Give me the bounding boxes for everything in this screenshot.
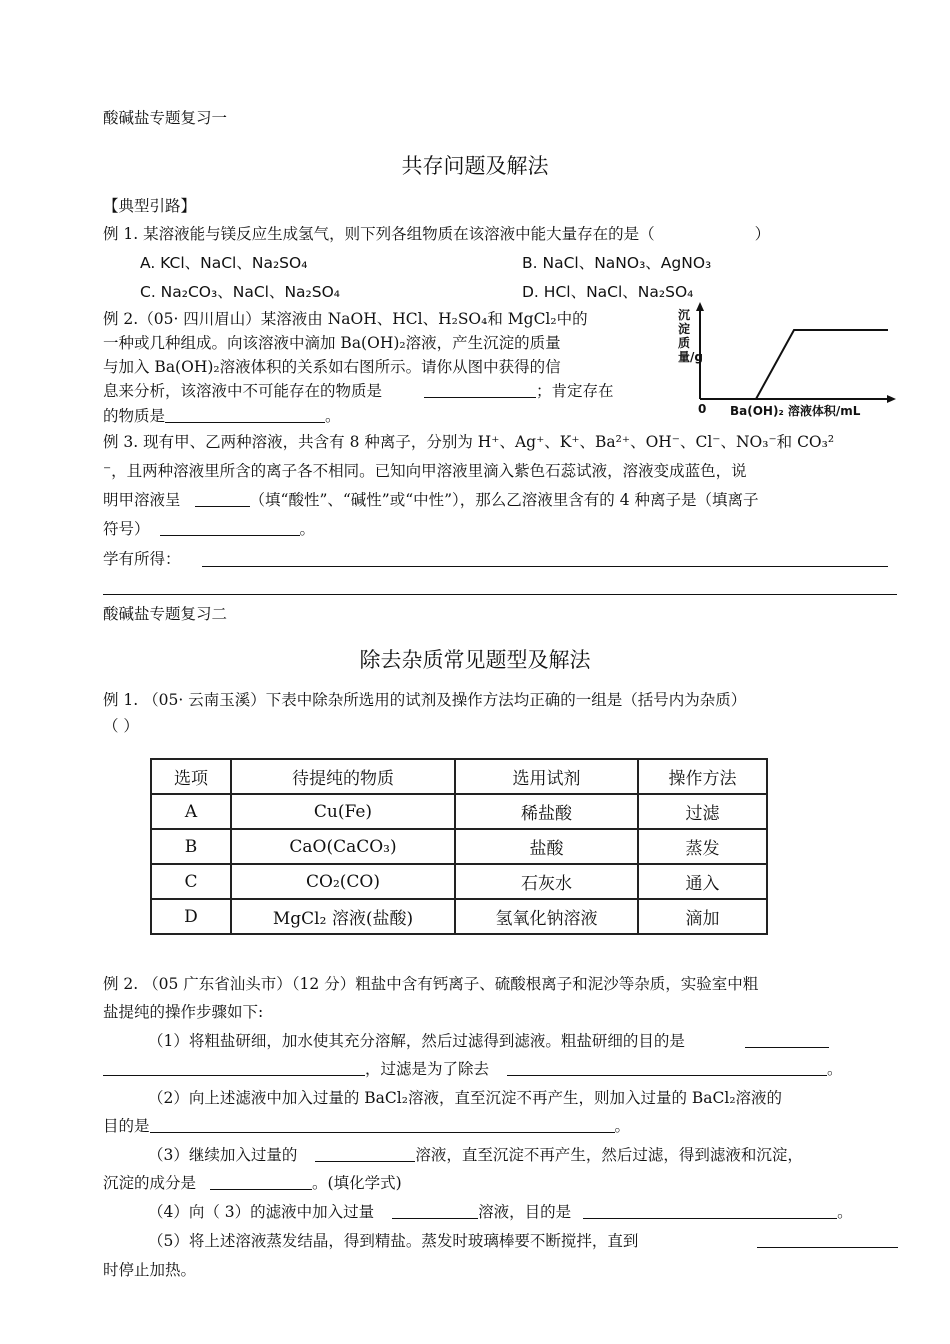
table-cell: 氢氧化钠溶液 (455, 899, 638, 934)
step3-blank-reagent[interactable] (315, 1146, 415, 1162)
ex3-line3-text: 明甲溶液呈 (103, 491, 181, 509)
section-label: 【典型引路】 (103, 197, 197, 215)
step4-blank-reagent[interactable] (392, 1203, 478, 1219)
ex1-option-a: A. KCl、NaCl、Na₂SO₄ (140, 254, 308, 272)
step1-line1 (148, 1031, 829, 1051)
table-cell: A (151, 794, 231, 829)
graph-xlabel: Ba(OH)₂ 溶液体积/mL (730, 404, 861, 418)
graph-ylabel: 沉淀质量/g (678, 308, 703, 364)
p2-ex1-stem: 例 1. （05· 云南玉溪）下表中除杂所选用的试剂及操作方法均正确的一组是（括号内为杂质） (103, 691, 747, 709)
step3-tail: 。(填化学式) (312, 1174, 402, 1192)
learned-line-2[interactable] (103, 594, 897, 595)
p2-ex2-line2: 盐提纯的操作步骤如下: (103, 1003, 264, 1021)
table-cell: B (151, 829, 231, 864)
table-cell: 石灰水 (455, 864, 638, 899)
table-header-cell: 待提纯的物质 (231, 759, 455, 794)
ex2-line2: 一种或几种组成。向该溶液中滴加 Ba(OH)₂溶液，产生沉淀的质量 (103, 334, 561, 352)
table-cell: 滴加 (638, 899, 767, 934)
step3-text: （3）继续加入过量的 (148, 1146, 298, 1164)
ex3-line4-text: 符号） (103, 520, 150, 538)
step3-precip-text: 沉淀的成分是 (103, 1174, 197, 1192)
table-cell: C (151, 864, 231, 899)
ex2-line4 (103, 381, 614, 401)
graph-x-arrow (887, 395, 896, 403)
graph-y-arrow (696, 302, 704, 311)
step1-blank-remove[interactable] (507, 1060, 827, 1076)
ex1-option-b: B. NaCl、NaNO₃、AgNO₃ (522, 254, 712, 272)
step1-blank-purpose[interactable] (745, 1032, 829, 1048)
ex3-blank-nature[interactable] (195, 491, 250, 507)
step1-filter-text: ，过滤是为了除去 (365, 1060, 490, 1078)
part2-title: 除去杂质常见题型及解法 (359, 648, 591, 672)
table-cell: 盐酸 (455, 829, 638, 864)
step5-line1 (148, 1231, 638, 1251)
step1-line2 (103, 1059, 843, 1079)
ex2-line1: 例 2.（05· 四川眉山）某溶液由 NaOH、HCl、H₂SO₄和 MgCl₂中的 (103, 310, 588, 328)
graph-origin: 0 (698, 402, 707, 416)
learned-label: 学有所得： (103, 550, 181, 568)
ex1-stem-close: ） (754, 225, 771, 243)
learned-line-1[interactable] (202, 566, 888, 567)
table-cell: CaO(CaCO₃) (231, 829, 455, 864)
step2-text: 目的是 (103, 1117, 150, 1135)
table-cell: 通入 (638, 864, 767, 899)
step4-blank-purpose[interactable] (583, 1203, 837, 1219)
step4-line (148, 1202, 853, 1222)
ex1-option-d: D. HCl、NaCl、Na₂SO₄ (522, 283, 694, 301)
table-cell: 蒸发 (638, 829, 767, 864)
ex3-line4-tail: 。 (299, 520, 316, 538)
part1-header: 酸碱盐专题复习一 (103, 109, 228, 127)
p2-ex1-paren: （ ） (103, 717, 139, 735)
ex2-line5-tail: 。 (325, 407, 341, 425)
impurity-table (150, 758, 768, 935)
step2-tail: 。 (614, 1117, 631, 1135)
precipitate-graph (676, 302, 898, 420)
table-row (151, 794, 767, 829)
ex1-stem (103, 224, 770, 244)
table-cell: D (151, 899, 231, 934)
ex2-line3: 与加入 Ba(OH)₂溶液体积的关系如右图所示。请你从图中获得的信 (103, 358, 561, 376)
step1-blank-purpose-cont[interactable] (103, 1060, 365, 1076)
ex1-stem-text: 例 1. 某溶液能与镁反应生成氢气，则下列各组物质在该溶液中能大量存在的是（ (103, 225, 655, 243)
step4-mid: 溶液，目的是 (478, 1203, 572, 1221)
ex3-line4 (103, 519, 315, 539)
step2-blank-purpose[interactable] (150, 1117, 615, 1133)
ex3-blank-ions[interactable] (160, 520, 300, 536)
step1-tail: 。 (827, 1060, 843, 1078)
ex2-line5-text: 的物质是 (103, 407, 166, 425)
table-header-cell: 选项 (151, 759, 231, 794)
ex3-line2: ⁻，且两种溶液里所含的离子各不相同。已知向甲溶液里滴入紫色石蕊试液，溶液变成蓝色，说 (103, 462, 747, 480)
ex3-line3 (103, 490, 759, 510)
step3-blank-precip[interactable] (210, 1174, 312, 1190)
table-cell: CO₂(CO) (231, 864, 455, 899)
step2-line1: （2）向上述滤液中加入过量的 BaCl₂溶液，直至沉淀不再产生，则加入过量的 BaCl₂溶液的 (148, 1089, 783, 1107)
table-header-cell: 选用试剂 (455, 759, 638, 794)
ex3-line3-tail: （填“酸性”、“碱性”或“中性”），那么乙溶液里含有的 4 种离子是（填离子 (249, 491, 759, 509)
step2-line2 (103, 1116, 630, 1136)
ex3-line1: 例 3. 现有甲、乙两种溶液，共含有 8 种离子，分别为 H⁺、Ag⁺、K⁺、Ba²⁺、OH⁻、Cl⁻、NO₃⁻和 CO₃² (103, 433, 835, 451)
table-row (151, 829, 767, 864)
table-row (151, 864, 767, 899)
step5-text: （5）将上述溶液蒸发结晶，得到精盐。蒸发时玻璃棒要不断搅拌，直到 (148, 1232, 639, 1250)
ex2-line5 (103, 406, 341, 426)
step3-line2 (103, 1173, 402, 1193)
ex1-option-c: C. Na₂CO₃、NaCl、Na₂SO₄ (140, 283, 341, 301)
table-header-row (151, 759, 767, 794)
step3-line1 (148, 1145, 803, 1165)
step4-text: （4）向（ 3）的滤液中加入过量 (148, 1203, 375, 1221)
table-cell: 过滤 (638, 794, 767, 829)
step3-mid: 溶液，直至沉淀不再产生，然后过滤，得到滤液和沉淀， (415, 1146, 803, 1164)
table-cell: MgCl₂ 溶液(盐酸) (231, 899, 455, 934)
ex2-line4-tail: ；肯定存在 (536, 382, 614, 400)
ex2-line4-text: 息来分析，该溶液中不可能存在的物质是 (103, 382, 383, 400)
ex2-blank-impossible[interactable] (424, 382, 536, 398)
table-cell: 稀盐酸 (455, 794, 638, 829)
table-cell: Cu(Fe) (231, 794, 455, 829)
step5-line2: 时停止加热。 (103, 1261, 197, 1279)
part1-title: 共存问题及解法 (401, 154, 549, 178)
table-row (151, 899, 767, 934)
step4-tail: 。 (837, 1203, 853, 1221)
step1-text: （1）将粗盐研细，加水使其充分溶解，然后过滤得到滤液。粗盐研细的目的是 (148, 1032, 685, 1050)
step5-blank-until[interactable] (757, 1247, 898, 1248)
table-header-cell: 操作方法 (638, 759, 767, 794)
ex2-blank-certain[interactable] (165, 407, 325, 423)
p2-ex2-line1: 例 2. （05 广东省汕头市）（12 分）粗盐中含有钙离子、硫酸根离子和泥沙等杂质，实验室中粗 (103, 975, 759, 993)
part2-header: 酸碱盐专题复习二 (103, 605, 228, 623)
graph-curve (700, 330, 888, 399)
